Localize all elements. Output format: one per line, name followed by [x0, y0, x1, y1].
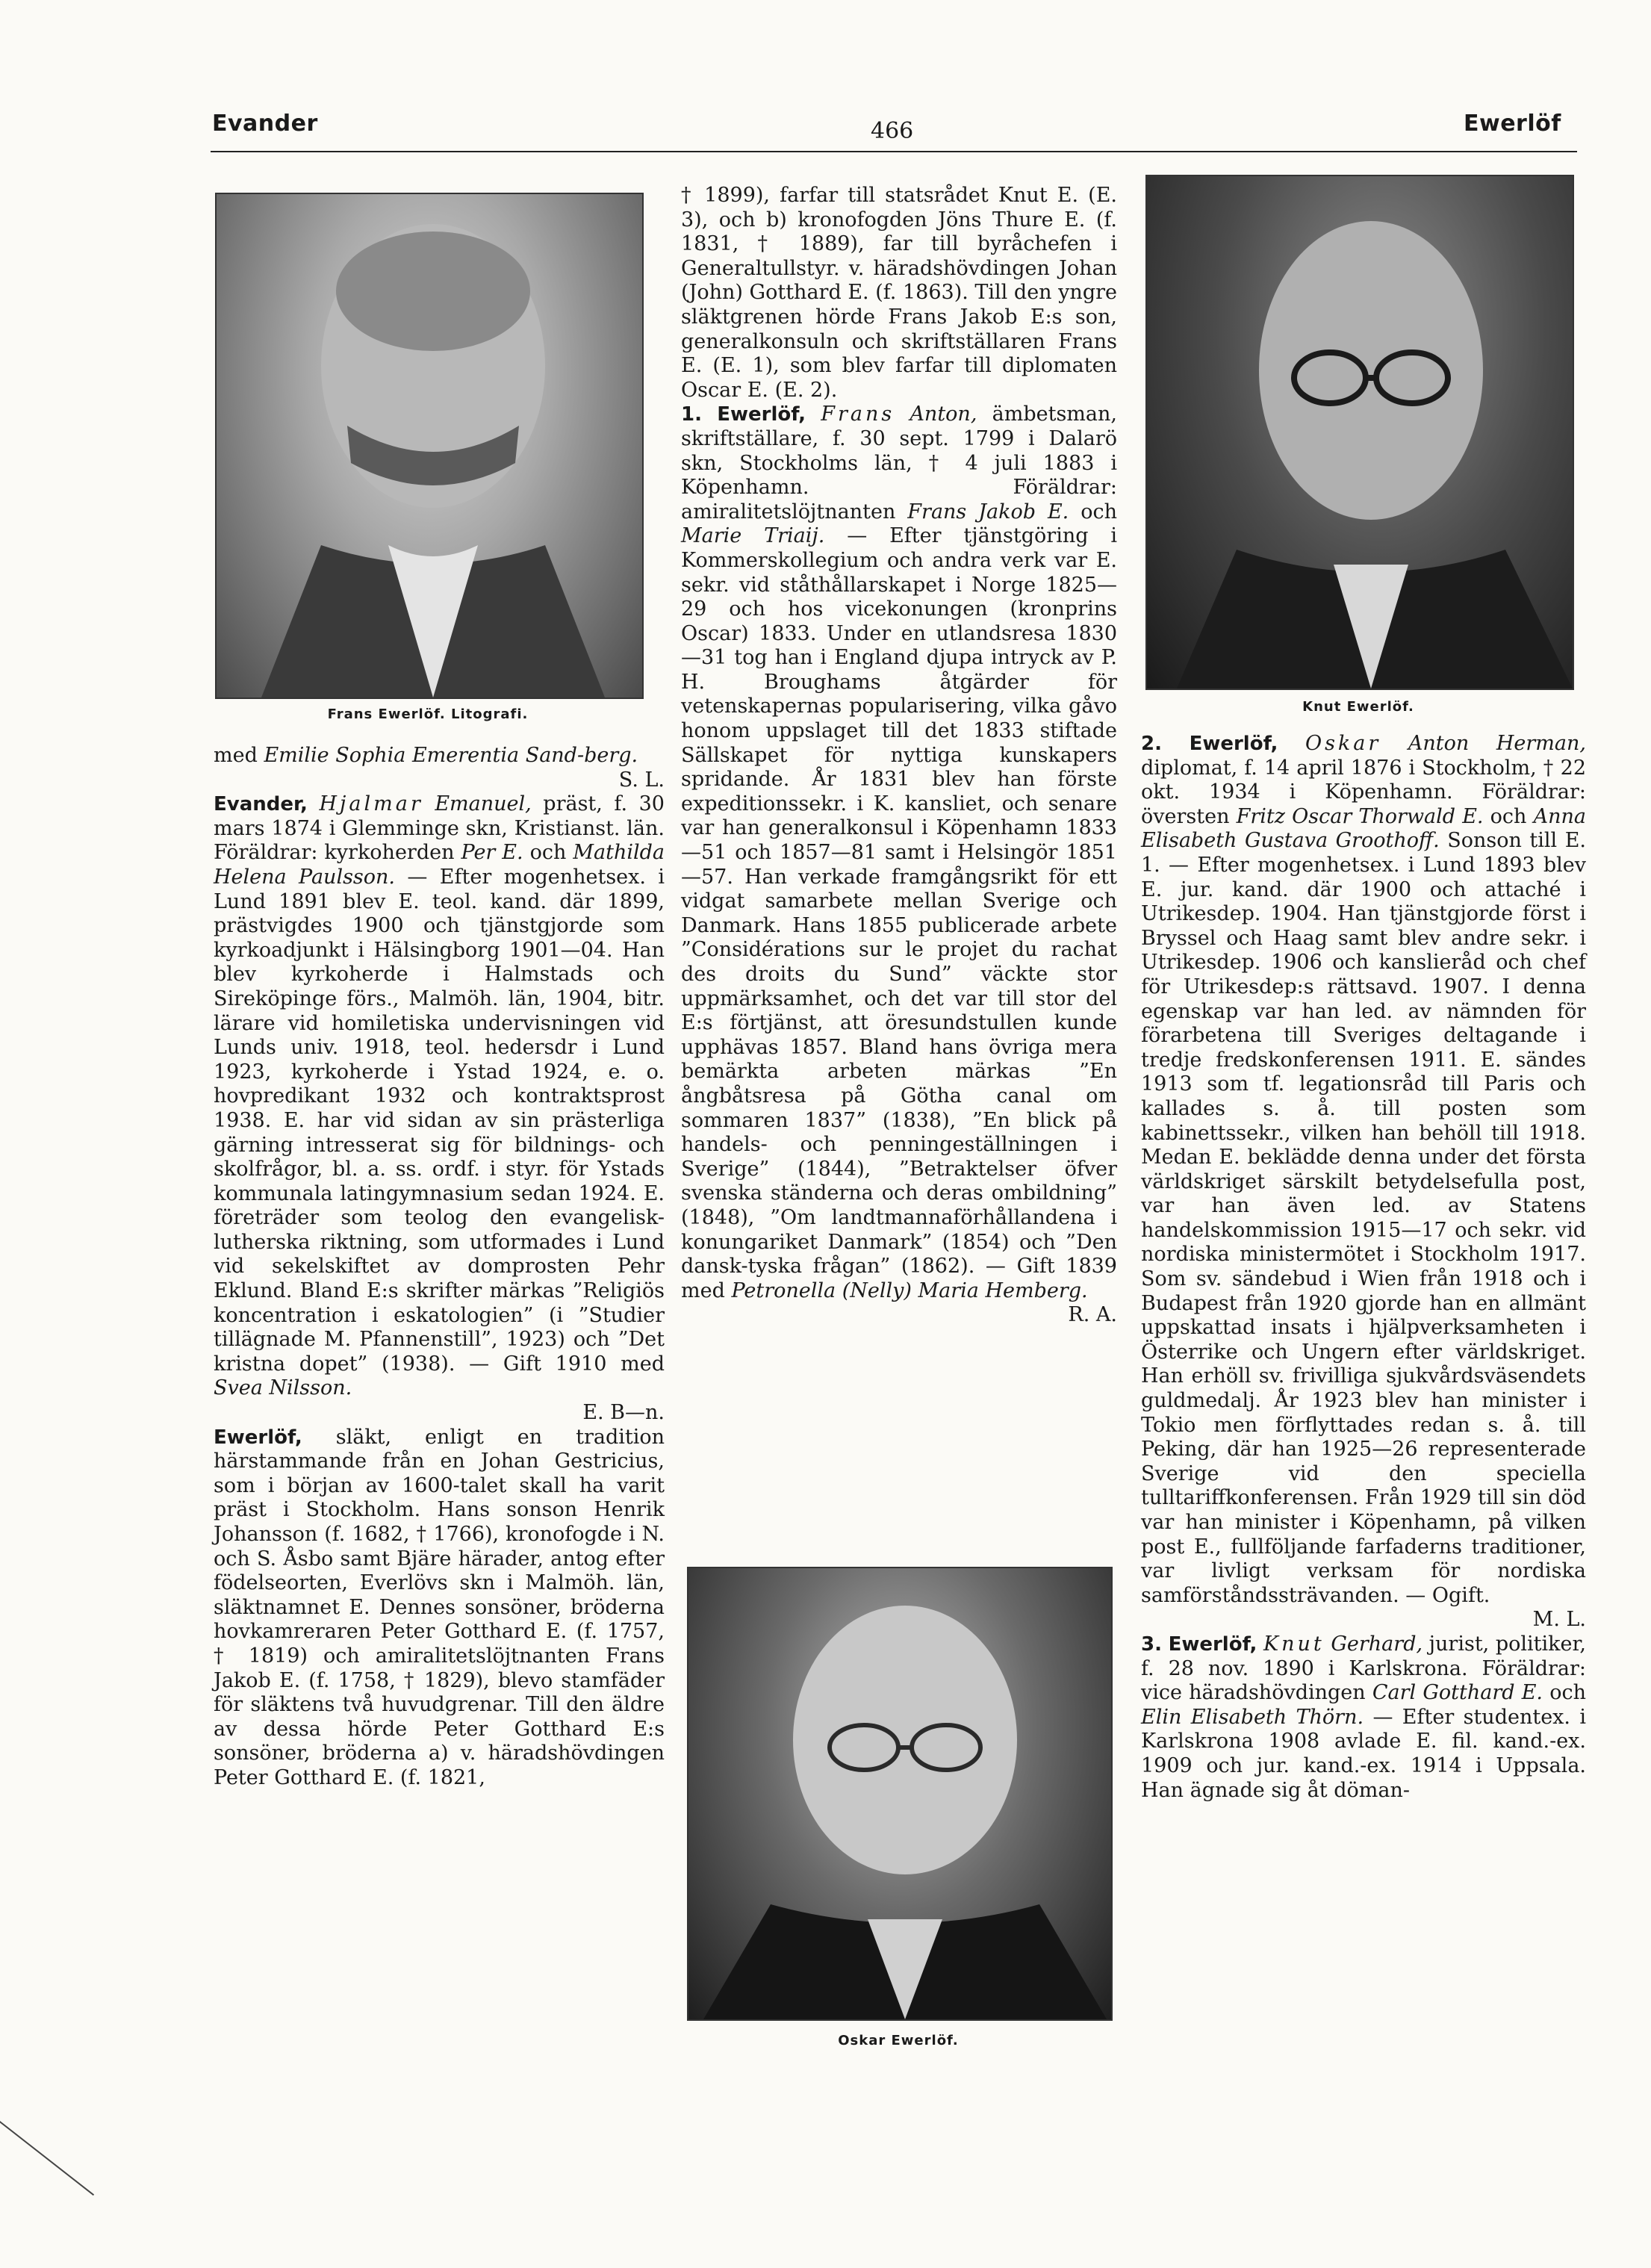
entry-evander-hjalmar: Evander, Hjalmar Emanuel, präst, f. 30 mars 1874 i Glemminge skn, Kristianst. län. Föräldrar: kyrkoherden Per E. och Mathilda Helena Paulsson. — Efter mogenhetsex. i Lund 1891 blev E. teol. kand. där 1899, prästvigdes 1900 och tjänstgjorde som kyrkoadjunkt i Hälsingborg 1901—04. Han blev kyrkoherde i Halmstads och Sireköpinge förs., Malmöh. län, 1904, bitr. lärare vid homiletiska undervisningen vid Lunds univ. 1918, teol. hedersdr i Lund 1923, kyrkoherde i Ystad 1924, e. o. hovpredikant 1932 och kontraktsprost 1938. E. har vid sidan av sin prästerliga gärning intresserat sig för bildnings- och skolfrågor, bl. a. ss. ordf. i styr. för Ystads kommunala latingymnasium sedan 1924. E. företräder som teolog den evangelisk-lutherska riktning, som utformades i Lund vid sekelskiftet av domprosten Pehr Eklund. Bland E:s skrifter märkas ”Religiös koncentration i eskatologien” (i ”Studier tillägnade M. Pfannenstill”, 1923) och ”Det kristna dopet” (1938). — Gift 1910 med Svea Nilsson. E. B—n.: [214, 792, 665, 1425]
portrait-oskar-ewerlof: [687, 1567, 1113, 2021]
portrait-knut-drawing: [1147, 176, 1573, 689]
scan-artifact-line: [0, 2121, 94, 2196]
caption-oskar: Oskar Ewerlöf.: [838, 2033, 959, 2048]
paragraph-frans-end: med Emilie Sophia Emerentia Sand-berg. S. L.: [214, 744, 665, 792]
column-1: [214, 744, 665, 1791]
entry-ewerlof-frans: 1. Ewerlöf, Frans Anton, ämbetsman, skriftställare, f. 30 sept. 1799 i Dalarö skn, Stockholms län, † 4 juli 1883 i Köpenhamn. Föräldrar: amiralitetslöjtnanten Frans Jakob E. och Marie Triaij. — Efter tjänstgöring i Kommerskollegium och andra verk var E. sekr. vid ståthållarskapet i Norge 1825—29 och hos vicekonungen (kronprins Oscar) 1833. Under en utlandsresa 1830—31 tog han i England djupa intryck av P. H. Broughams åtgärder för vetenskapernas popularisering, vilka gåvo honom uppslaget till det 1833 stiftade Sällskapet för nyttiga kunskapers spridande. År 1831 blev han förste expeditionssekr. i K. kansliet, och senare var han generalkonsul i Köpenhamn 1833—51 och 1857—81 samt i Helsingör 1851—57. Han verkade framgångsrikt för ett vidgat samarbete mellan Sverige och Danmark. Hans 1855 publicerade arbete ”Considérations sur le projet du rachat des droits du Sund” väckte stor uppmärksamhet, och det var till stor del E:s förtjänst, att öresundstullen kunde upphävas 1857. Bland hans övriga mera bemärkta arbeten märkas ”En ångbåtsresa på Götha canal om sommaren 1837” (1838), ”En blick på handels- och penningeställningen i Sverige” (1844), ”Betraktelser öfver svenska ständerna och deras ombildning” (1848), ”Om landtmannaförhållandena i konungariket Danmark” (1854) och ”Den dansk-tyska frågan” (1862). — Gift 1839 med Petronella (Nelly) Maria Hemberg. R. A.: [681, 403, 1117, 1327]
caption-knut: Knut Ewerlöf.: [1302, 699, 1414, 715]
column-2: [681, 184, 1117, 1328]
page-number: 466: [871, 118, 914, 144]
signature: M. L.: [1532, 1608, 1586, 1632]
entry-ewerlof-oskar: 2. Ewerlöf, Oskar Anton Herman, diplomat, f. 14 april 1876 i Stockholm, † 22 okt. 1934 i Köpenhamn. Föräldrar: översten Fritz Oscar Thorwald E. och Anna Elisabeth Gustava Groothoff. Sonson till E. 1. — Efter mogenhetsex. i Lund 1893 blev E. jur. kand. där 1900 och attaché i Utrikesdep. 1904. Han tjänstgjorde först i Bryssel och Haag samt blev andre sekr. i Utrikesdep. 1906 och kanslieråd och chef för Utrikesdep:s rättsavd. 1907. I denna egenskap var han led. av nämnden för förarbetena till Sveriges deltagande i tredje fredskonferensen 1911. E. sändes 1913 som tf. legationsråd till Paris och kallades s. å. till posten som kabinettssekr., vilken han behöll till 1918. Medan E. beklädde denna under det första världskriget särskilt betydelsefulla post, var han även led. av Statens handelskommission 1915—17 och sekr. vid nordiska ministermötet i Stockholm 1917. Som sv. sändebud i Wien från 1918 och i Budapest från 1920 gjorde han en allmänt uppskattad insats i hjälpverksamheten i Österrike och Ungern efter världskriget. Han erhöll sv. frivilliga sjukvårdsväsendets guldmedalj. År 1923 blev han minister i Tokio men förflyttades redan s. å. till Peking, där han 1925—26 representerade Sverige vid den speciella tulltariffkonferensen. Från 1929 till sin död var han minister i Köpenhamn, på vilken post E., fullföljande farfaderns traditioner, var livligt verksam för nordiska samförståndssträvanden. — Ogift. M. L.: [1141, 732, 1586, 1632]
portrait-frans-ewerlof: [215, 193, 644, 699]
signature: R. A.: [1068, 1303, 1117, 1327]
portrait-frans-drawing: [217, 194, 642, 698]
signature: E. B—n.: [582, 1401, 665, 1425]
running-head-right: Ewerlöf: [1464, 111, 1561, 137]
portrait-oskar-drawing: [688, 1568, 1111, 2019]
entry-ewerlof-knut: 3. Ewerlöf, Knut Gerhard, jurist, politiker, f. 28 nov. 1890 i Karlskrona. Föräldrar: vice häradshövdingen Carl Gotthard E. och Elin Elisabeth Thörn. — Efter studentex. i Karlskrona 1908 avlade E. fil. kand.-ex. 1909 och jur. kand.-ex. 1914 i Uppsala. Han ägnade sig åt döman-: [1141, 1632, 1586, 1802]
portrait-knut-ewerlof: [1145, 175, 1574, 690]
running-head-left: Evander: [212, 111, 318, 137]
column-3: [1141, 732, 1586, 1803]
header-rule: [211, 151, 1577, 152]
paragraph-slakt-cont: † 1899), farfar till statsrådet Knut E. (E. 3), och b) kronofogden Jöns Thure E. (f. 1831, † 1889), far till byråchefen i Generaltullstyr. v. häradshövdingen Johan (John) Gotthard E. (f. 1863). Till den yngre släktgrenen hörde Frans Jakob E:s son, generalkonsuln och skriftställaren Frans E. (E. 1), som blev farfar till diplomaten Oscar E. (E. 2).: [681, 184, 1117, 402]
entry-ewerlof-slakt: Ewerlöf, släkt, enligt en tradition härstammande från en Johan Gestricius, som i början av 1600-talet skall ha varit präst i Stockholm. Hans sonson Henrik Johansson (f. 1682, † 1766), kronofogde i N. och S. Åsbo samt Bjäre härader, antog efter födelseorten, Everlövs skn i Malmöh. län, släktnamnet E. Dennes sonsöner, bröderna hovkamreraren Peter Gotthard E. (f. 1757, † 1819) och amiralitetslöjtnanten Frans Jakob E. (f. 1758, † 1829), blevo stamfäder för släktens två huvudgrenar. Till den äldre av dessa hörde Peter Gotthard E:s sonsöner, bröderna a) v. häradshövdingen Peter Gotthard E. (f. 1821,: [214, 1425, 665, 1789]
caption-frans: Frans Ewerlöf. Litografi.: [327, 706, 529, 722]
signature: S. L.: [618, 768, 665, 792]
